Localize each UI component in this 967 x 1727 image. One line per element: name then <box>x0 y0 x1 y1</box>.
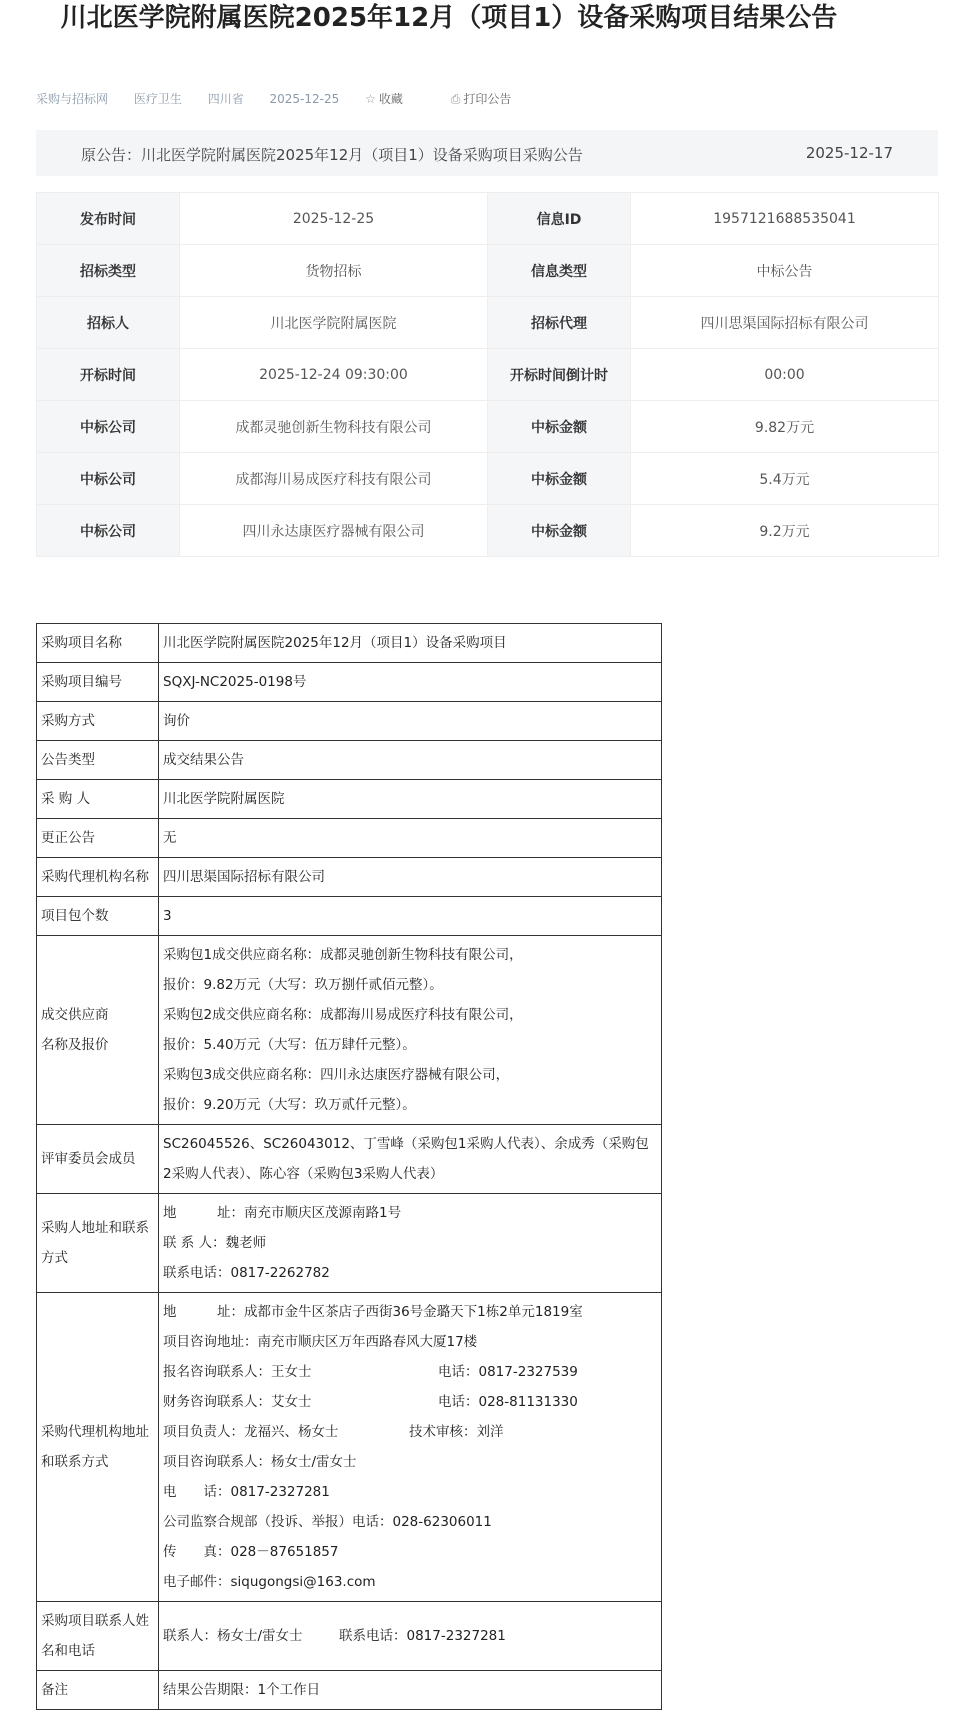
detail-key: 更正公告 <box>37 819 159 858</box>
detail-key: 采购项目联系人姓名和电话 <box>37 1602 159 1671</box>
table-row <box>37 1602 662 1671</box>
detail-key: 采购项目编号 <box>37 663 159 702</box>
detail-key: 采购代理机构名称 <box>37 858 159 897</box>
supplier-line: 报价：9.82万元（大写：玖万捌仟贰佰元整）。 <box>163 977 443 993</box>
finance-contact: 财务咨询联系人：艾女士 <box>163 1394 312 1410</box>
info-value: 5.4万元 <box>631 453 939 505</box>
info-key: 发布时间 <box>37 193 180 245</box>
info-value: 成都海川易成医疗科技有限公司 <box>180 453 488 505</box>
buyer-phone-line: 联系电话：0817-2262782 <box>163 1265 330 1281</box>
registration-contact-line <box>163 1357 657 1387</box>
table-row <box>37 1194 662 1293</box>
detail-key-line: 名称及报价 <box>41 1037 109 1053</box>
buyer-contact-line: 联 系 人：魏老师 <box>163 1235 267 1251</box>
table-row <box>37 1125 662 1194</box>
agency-phone-line: 电 话：0817-2327281 <box>163 1484 330 1500</box>
table-row <box>37 897 662 936</box>
detail-key: 采购代理机构地址和联系方式 <box>37 1293 159 1602</box>
table-row <box>37 453 939 505</box>
detail-value: 结果公告期限：1个工作日 <box>159 1671 662 1710</box>
supplier-line: 采购包3成交供应商名称：四川永达康医疗器械有限公司， <box>163 1067 510 1083</box>
info-key: 中标公司 <box>37 453 180 505</box>
table-row <box>37 245 939 297</box>
info-key: 中标金额 <box>488 401 631 453</box>
finance-phone: 电话：028-81131330 <box>438 1394 578 1410</box>
detail-value <box>159 1194 662 1293</box>
original-notice-date: 2025-12-17 <box>805 144 893 162</box>
supervision-line: 公司监察合规部（投诉、举报）电话：028-62306011 <box>163 1514 492 1530</box>
detail-key: 备注 <box>37 1671 159 1710</box>
project-lead-line <box>163 1417 657 1447</box>
supplier-line: 报价：5.40万元（大写：伍万肆仟元整）。 <box>163 1037 416 1053</box>
info-key: 开标时间 <box>37 349 180 401</box>
buyer-address-line: 地 址：南充市顺庆区茂源南路1号 <box>163 1205 402 1221</box>
detail-value: 川北医学院附属医院 <box>159 780 662 819</box>
original-notice-bar[interactable] <box>36 130 938 176</box>
industry-link[interactable]: 医疗卫生 <box>133 92 182 106</box>
info-value: 中标公告 <box>631 245 939 297</box>
table-row <box>37 1671 662 1710</box>
info-table <box>36 192 939 557</box>
supplier-line: 采购包2成交供应商名称：成都海川易成医疗科技有限公司， <box>163 1007 523 1023</box>
info-key: 招标人 <box>37 297 180 349</box>
print-button[interactable] <box>451 92 534 106</box>
info-value: 四川思渠国际招标有限公司 <box>631 297 939 349</box>
detail-key-line: 成交供应商 <box>41 1007 109 1023</box>
info-value: 2025-12-24 09:30:00 <box>180 349 488 401</box>
print-label: 打印公告 <box>463 92 512 106</box>
registration-phone: 电话：0817-2327539 <box>438 1364 578 1380</box>
detail-key: 评审委员会成员 <box>37 1125 159 1194</box>
email-line: 电子邮件：siqugongsi@163.com <box>163 1574 376 1590</box>
detail-value: 四川思渠国际招标有限公司 <box>159 858 662 897</box>
info-value: 00:00 <box>631 349 939 401</box>
page-title: 川北医学院附属医院2025年12月（项目1）设备采购项目结果公告 <box>60 3 838 33</box>
project-lead: 项目负责人：龙福兴、杨女士 <box>163 1424 339 1440</box>
info-value: 9.2万元 <box>631 505 939 557</box>
info-key: 信息ID <box>488 193 631 245</box>
table-row <box>37 624 662 663</box>
supplier-line: 报价：9.20万元（大写：玖万贰仟元整）。 <box>163 1097 416 1113</box>
table-row <box>37 349 939 401</box>
registration-contact: 报名咨询联系人：王女士 <box>163 1364 312 1380</box>
print-icon: ⎙ <box>450 92 461 106</box>
table-row <box>37 858 662 897</box>
table-row <box>37 741 662 780</box>
info-key: 招标类型 <box>37 245 180 297</box>
detail-value: 无 <box>159 819 662 858</box>
table-row <box>37 1293 662 1602</box>
detail-key: 采购项目名称 <box>37 624 159 663</box>
info-value: 成都灵驰创新生物科技有限公司 <box>180 401 488 453</box>
detail-key: 采 购 人 <box>37 780 159 819</box>
meta-bar <box>36 90 555 107</box>
detail-value: 询价 <box>159 702 662 741</box>
detail-value <box>159 936 662 1125</box>
table-row <box>37 663 662 702</box>
project-contact-phone: 联系电话：0817-2327281 <box>339 1628 506 1644</box>
finance-contact-line <box>163 1387 657 1417</box>
publish-date: 2025-12-25 <box>269 92 340 106</box>
tech-review: 技术审核：刘洋 <box>409 1424 504 1440</box>
detail-value: 成交结果公告 <box>159 741 662 780</box>
region-link[interactable]: 四川省 <box>207 92 244 106</box>
source-link[interactable]: 采购与招标网 <box>36 92 109 106</box>
info-key: 招标代理 <box>488 297 631 349</box>
table-row <box>37 702 662 741</box>
table-row <box>37 819 662 858</box>
info-value: 川北医学院附属医院 <box>180 297 488 349</box>
detail-table <box>36 623 662 1710</box>
detail-key: 项目包个数 <box>37 897 159 936</box>
favorite-button[interactable] <box>365 92 425 106</box>
info-value: 货物招标 <box>180 245 488 297</box>
info-key: 中标金额 <box>488 505 631 557</box>
detail-value: 川北医学院附属医院2025年12月（项目1）设备采购项目 <box>159 624 662 663</box>
table-row <box>37 505 939 557</box>
table-row <box>37 780 662 819</box>
info-value: 四川永达康医疗器械有限公司 <box>180 505 488 557</box>
project-contact-line: 项目咨询联系人：杨女士/雷女士 <box>163 1454 357 1470</box>
info-key: 中标公司 <box>37 401 180 453</box>
star-icon: ☆ <box>365 92 376 106</box>
table-row <box>37 401 939 453</box>
detail-value: SC26045526、SC26043012、丁雪峰（采购包1采购人代表）、余成秀（采购包2采购人代表）、陈心容（采购包3采购人代表） <box>159 1125 662 1194</box>
supplier-line: 采购包1成交供应商名称：成都灵驰创新生物科技有限公司， <box>163 947 523 963</box>
info-value: 1957121688535041 <box>631 193 939 245</box>
info-key: 中标金额 <box>488 453 631 505</box>
detail-value <box>159 1602 662 1671</box>
detail-key: 采购方式 <box>37 702 159 741</box>
info-value: 2025-12-25 <box>180 193 488 245</box>
info-key: 信息类型 <box>488 245 631 297</box>
table-row <box>37 936 662 1125</box>
table-row <box>37 193 939 245</box>
detail-key <box>37 936 159 1125</box>
fax-line: 传 真：028－87651857 <box>163 1544 339 1560</box>
detail-key: 采购人地址和联系方式 <box>37 1194 159 1293</box>
detail-value <box>159 1293 662 1602</box>
agency-consult-address-line: 项目咨询地址：南充市顺庆区万年西路春风大厦17楼 <box>163 1334 478 1350</box>
info-key: 中标公司 <box>37 505 180 557</box>
info-key: 开标时间倒计时 <box>488 349 631 401</box>
detail-key: 公告类型 <box>37 741 159 780</box>
project-contact-name: 联系人：杨女士/雷女士 <box>163 1628 303 1644</box>
detail-value: 3 <box>159 897 662 936</box>
favorite-label: 收藏 <box>378 92 403 106</box>
table-row <box>37 297 939 349</box>
detail-value: SQXJ-NC2025-0198号 <box>159 663 662 702</box>
agency-address-line: 地 址：成都市金牛区茶店子西街36号金璐天下1栋2单元1819室 <box>163 1304 583 1320</box>
info-value: 9.82万元 <box>631 401 939 453</box>
original-notice-link[interactable]: 原公告：川北医学院附属医院2025年12月（项目1）设备采购项目采购公告 <box>81 146 583 164</box>
